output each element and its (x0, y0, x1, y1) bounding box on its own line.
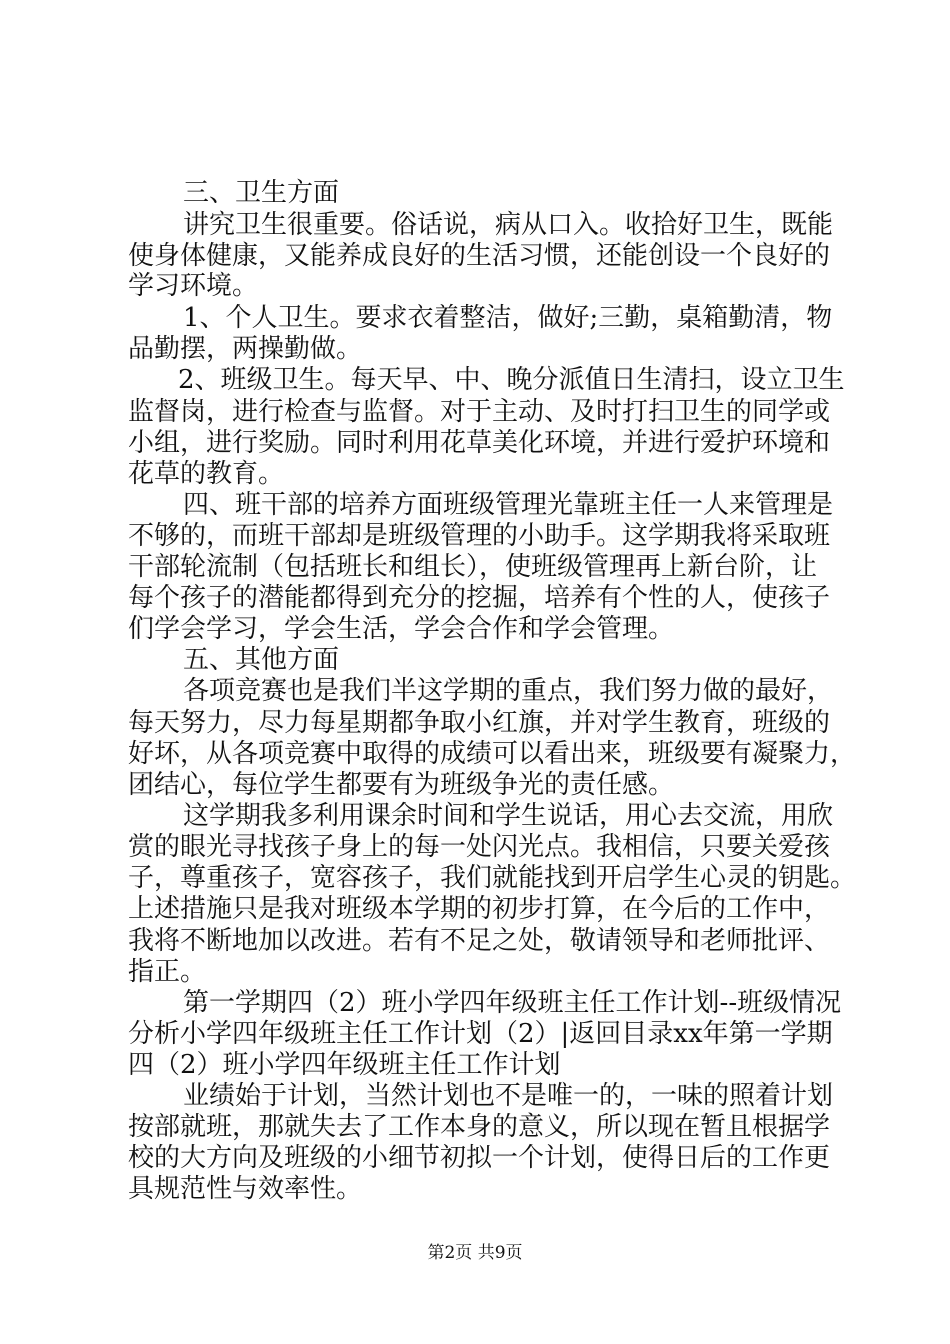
paragraph-line: 上述措施只是我对班级本学期的初步打算，在今后的工作中， (128, 894, 831, 924)
list-item-personal-hygiene: 1、个人卫生。要求衣着整洁，做好;三勤，桌箱勤清，物 (183, 303, 833, 333)
paragraph-line: 花草的教育。 (128, 459, 285, 489)
paragraph-line: 这学期我多利用课余时间和学生说话，用心去交流，用欣 (183, 801, 834, 831)
paragraph-line: 指正。 (128, 957, 207, 987)
paragraph-line: 第一学期四（2）班小学四年级班主任工作计划--班级情况 (183, 988, 842, 1018)
paragraph-line: 分析小学四年级班主任工作计划（2）|返回目录xx年第一学期 (128, 1019, 833, 1049)
section-heading-other: 五、其他方面 (183, 645, 340, 675)
paragraph-line: 每个孩子的潜能都得到充分的挖掘，培养有个性的人，使孩子 (128, 583, 831, 613)
paragraph-line: 们学会学习，学会生活，学会合作和学会管理。 (128, 614, 675, 644)
page-number-footer: 第2页 共9页 (427, 1243, 523, 1263)
paragraph-line: 四（2）班小学四年级班主任工作计划 (128, 1050, 561, 1080)
paragraph-line: 赏的眼光寻找孩子身上的每一处闪光点。我相信，只要关爱孩 (128, 832, 831, 862)
paragraph-line: 每天努力，尽力每星期都争取小红旗，并对学生教育，班级的 (128, 708, 831, 738)
paragraph-line: 按部就班，那就失去了工作本身的意义，所以现在暂且根据学 (128, 1112, 831, 1142)
paragraph-line: 具规范性与效率性。 (128, 1174, 363, 1204)
paragraph-line: 业绩始于计划，当然计划也不是唯一的，一味的照着计划 (183, 1081, 834, 1111)
paragraph-line: 不够的，而班干部却是班级管理的小助手。这学期我将采取班 (128, 521, 831, 551)
list-item-class-hygiene: 2、班级卫生。每天早、中、晚分派值日生清扫，设立卫生 (178, 365, 845, 395)
section-heading-hygiene: 三、卫生方面 (183, 178, 340, 208)
paragraph-line: 校的大方向及班级的小细节初拟一个计划，使得日后的工作更 (128, 1143, 831, 1173)
paragraph-line: 子，尊重孩子，宽容孩子，我们就能找到开启学生心灵的钥匙。 (128, 863, 857, 893)
paragraph-line: 品勤摆，两操勤做。 (128, 334, 363, 364)
paragraph-line: 团结心，每位学生都要有为班级争光的责任感。 (128, 770, 675, 800)
paragraph-line: 各项竞赛也是我们半这学期的重点，我们努力做的最好， (183, 676, 834, 706)
paragraph-line: 好坏，从各项竞赛中取得的成绩可以看出来，班级要有凝聚力， (128, 739, 857, 769)
paragraph-line: 学习环境。 (128, 271, 259, 301)
paragraph-line: 小组，进行奖励。同时利用花草美化环境，并进行爱护环境和 (128, 428, 831, 458)
paragraph-line: 干部轮流制（包括班长和组长），使班级管理再上新台阶，让 (128, 552, 818, 582)
paragraph-line: 我将不断地加以改进。若有不足之处，敬请领导和老师批评、 (128, 926, 831, 956)
section-heading-class-cadres: 四、班干部的培养方面班级管理光靠班主任一人来管理是 (183, 490, 834, 520)
paragraph-line: 讲究卫生很重要。俗话说，病从口入。收拾好卫生，既能 (183, 210, 834, 240)
paragraph-line: 监督岗，进行检查与监督。对于主动、及时打扫卫生的同学或 (128, 397, 831, 427)
paragraph-line: 使身体健康，又能养成良好的生活习惯，还能创设一个良好的 (128, 241, 831, 271)
